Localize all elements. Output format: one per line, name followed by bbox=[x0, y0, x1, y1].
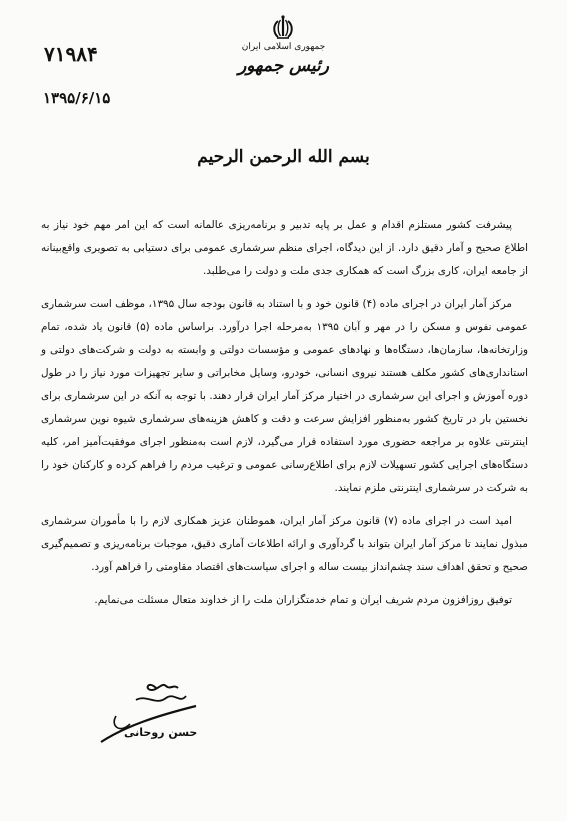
republic-title: جمهوری اسلامی ایران bbox=[241, 42, 326, 52]
letter-date: ۱۳۹۵/۶/۱۵ bbox=[43, 89, 111, 107]
basmala: بسم الله الرحمن الرحیم bbox=[197, 147, 370, 167]
letter-body bbox=[41, 214, 528, 622]
paragraph: توفیق روزافزون مردم شریف ایران و تمام خدمتگزاران ملت را از خداوند متعال مسئلت می‌نمایم. bbox=[94, 594, 512, 606]
paragraph: پیشرفت کشور مستلزم اقدام و عمل بر پایه تدبیر و برنامه‌ریزی عالمانه است که این امر مهم خود نیاز به اطلاع صحیح و آمار دقیق دارد. از این دیدگاه، اجرای منظم سرشماری عمومی برای دستیابی به تصویری واقع‌بینانه از جامعه ایران، کاری بزرگ است که همکاری جدی ملت و دولت را می‌طلبد. bbox=[41, 219, 528, 277]
letter-number: ۷۱۹۸۴ bbox=[44, 42, 98, 66]
paragraph: مرکز آمار ایران در اجرای ماده (۴) قانون خود و با استناد به قانون بودجه سال ۱۳۹۵، موظف است سرشماری عمومی نفوس و مسکن را در مهر و آبان ۱۳۹۵ به‌مرحله اجرا درآورد. براساس ماده (۵) قانون یاد شده، تمام وزارتخانه‌ها، سازمان‌ها، دستگاه‌ها و نهادهای عمومی و مؤسسات دولتی و وابسته به دولت و شرکت‌های دولتی و استانداری‌های کشور مکلف هستند نیروی انسانی، خودرو، وسایل مخابراتی و سایر تجهیزات مورد نیاز را در طول دوره آموزش و اجرای این سرشماری در اختیار مرکز آمار ایران قرار دهند. با توجه به آنکه در این سرشماری برای نخستین بار در تاریخ کشور به‌منظور افزایش سرعت و دقت و کاهش هزینه‌های سرشماری شیوه نوین سرشماری اینترنتی علاوه بر مراجعه حضوری مورد استفاده قرار می‌گیرد، لازم است به‌منظور اجرای موفقیت‌آمیز امر، کلیه دستگاه‌های اجرایی کشور تسهیلات لازم برای اطلاع‌رسانی عمومی و ترغیب مردم را فراهم کرده و کارکنان خود را به شرکت در سرشماری اینترنتی ملزم نمایند. bbox=[41, 298, 528, 494]
signatory-name: حسن روحانی bbox=[124, 726, 198, 739]
paragraph: امید است در اجرای ماده (۷) قانون مرکز آمار ایران، هموطنان عزیز همکاری لازم را با مأموران سرشماری مبذول نمایند تا مرکز آمار ایران بتواند با گردآوری و ارائه اطلاعات آماری دقیق، موجبات برنامه‌ریزی و تصمیم‌گیری صحیح و تحقق اهداف سند چشم‌انداز بیست ساله و اجرای سیاست‌های اقتصاد مقاومتی را فراهم آورد. bbox=[41, 515, 528, 573]
office-title: رئیس جمهور bbox=[238, 56, 329, 76]
iran-emblem-icon bbox=[268, 14, 298, 44]
